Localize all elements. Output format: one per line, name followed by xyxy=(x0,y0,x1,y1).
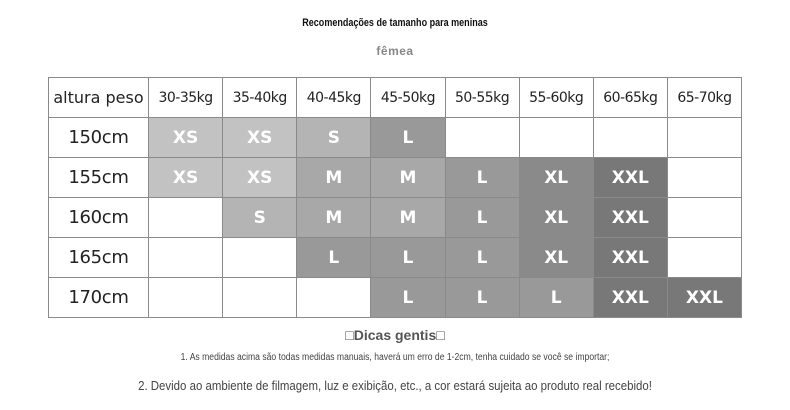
height-header: 150cm xyxy=(49,118,149,158)
table-row xyxy=(49,198,742,238)
size-cell: L xyxy=(445,158,519,198)
size-cell xyxy=(667,198,741,238)
size-cell xyxy=(149,278,223,318)
weight-header: 35-40kg xyxy=(223,78,297,118)
size-cell: XL xyxy=(519,198,593,238)
weight-header: 40-45kg xyxy=(297,78,371,118)
size-cell: S xyxy=(223,198,297,238)
size-cell: L xyxy=(445,238,519,278)
size-cell xyxy=(149,198,223,238)
size-cell: L xyxy=(371,278,445,318)
size-cell: XS xyxy=(149,158,223,198)
height-header: 160cm xyxy=(49,198,149,238)
weight-header: 30-35kg xyxy=(149,78,223,118)
size-cell: XXL xyxy=(593,278,667,318)
size-cell: XXL xyxy=(667,278,741,318)
size-cell: XXL xyxy=(593,238,667,278)
size-cell: L xyxy=(445,278,519,318)
weight-header: 65-70kg xyxy=(667,78,741,118)
height-header: 170cm xyxy=(49,278,149,318)
size-cell: XL xyxy=(519,158,593,198)
height-header: 155cm xyxy=(49,158,149,198)
size-chart-table xyxy=(48,77,742,318)
corner-header: altura peso xyxy=(49,78,149,118)
size-cell: L xyxy=(519,278,593,318)
page-subtitle: fêmea xyxy=(376,44,414,58)
size-cell: M xyxy=(371,198,445,238)
weight-header: 45-50kg xyxy=(371,78,445,118)
size-cell xyxy=(149,238,223,278)
tip-line-2: 2. Devido ao ambiente de filmagem, luz e exibição, etc., a cor estará sujeita ao produto real recebido! xyxy=(138,378,652,393)
size-cell: XXL xyxy=(593,158,667,198)
page-title: Recomendações de tamanho para meninas xyxy=(302,17,488,29)
tips-title: □Dicas gentis□ xyxy=(345,327,445,343)
weight-header: 55-60kg xyxy=(519,78,593,118)
table-row xyxy=(49,278,742,318)
size-cell: L xyxy=(445,198,519,238)
size-cell xyxy=(667,238,741,278)
size-cell: XS xyxy=(149,118,223,158)
tip-line-1: 1. As medidas acima são todas medidas manuais, haverá um erro de 1-2cm, tenha cuidado se você se importar; xyxy=(180,352,610,363)
size-cell: XL xyxy=(519,238,593,278)
size-cell: L xyxy=(297,238,371,278)
size-cell: L xyxy=(371,238,445,278)
size-cell: XS xyxy=(223,118,297,158)
table-row xyxy=(49,238,742,278)
size-cell: M xyxy=(297,198,371,238)
table-header-row xyxy=(49,78,742,118)
table-row xyxy=(49,118,742,158)
size-cell xyxy=(593,118,667,158)
size-cell xyxy=(667,118,741,158)
size-cell xyxy=(223,278,297,318)
size-cell: M xyxy=(297,158,371,198)
size-cell: M xyxy=(371,158,445,198)
size-cell: S xyxy=(297,118,371,158)
size-cell xyxy=(223,238,297,278)
size-cell: L xyxy=(371,118,445,158)
size-cell: XS xyxy=(223,158,297,198)
size-cell xyxy=(519,118,593,158)
size-cell xyxy=(667,158,741,198)
weight-header: 50-55kg xyxy=(445,78,519,118)
height-header: 165cm xyxy=(49,238,149,278)
table-row xyxy=(49,158,742,198)
size-cell xyxy=(297,278,371,318)
size-cell: XXL xyxy=(593,198,667,238)
weight-header: 60-65kg xyxy=(593,78,667,118)
size-cell xyxy=(445,118,519,158)
